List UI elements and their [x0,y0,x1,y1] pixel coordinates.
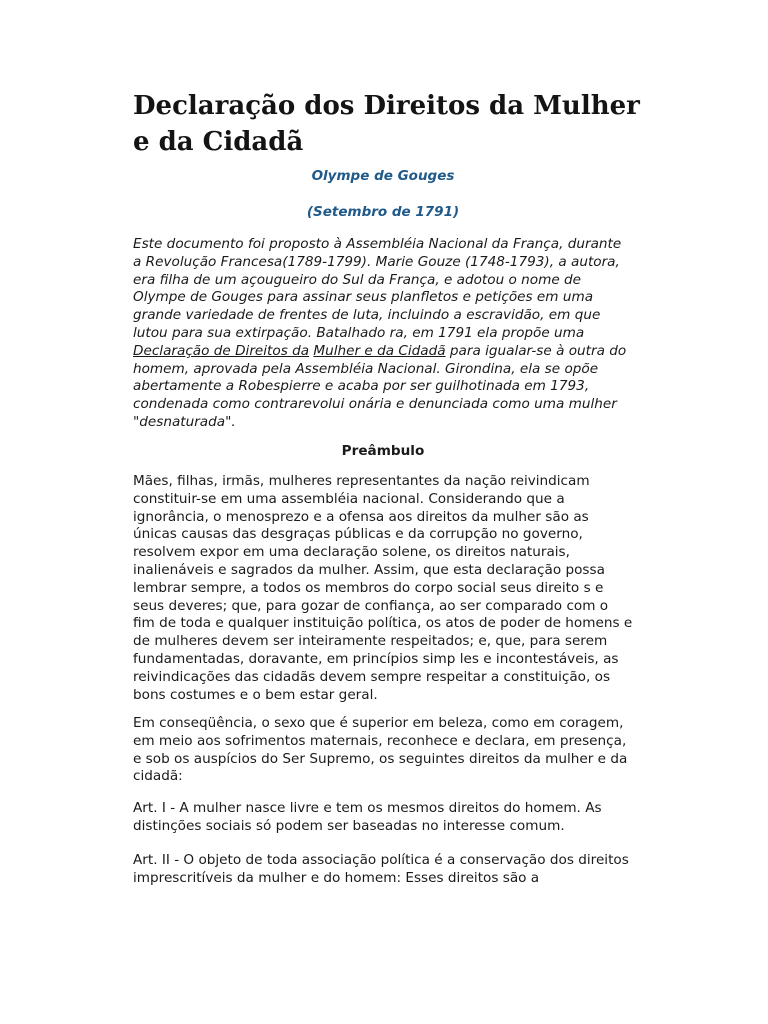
intro-underlined-2: Mulher e da Cidadã [313,342,446,359]
article-2: Art. II - O objeto de toda associação política é a conservação dos direitos imprescritíveis da mulher e do homem: Esses direitos são a [133,852,629,886]
publication-date: (Setembro de 1791) [306,204,460,220]
preamble-paragraph: Mães, filhas, irmãs, mulheres representantes da nação reivindicam constituir-se em uma assembléia nacional. Considerando que a ignorância, o menosprezo e a ofensa aos direitos da mulher são as únicas causas das desgraças públicas e da corrupção no governo, resolvem expor em uma declaração solene, os direitos naturais, inalienáveis e sagrados da mulher. Assim, que esta declaração possa lembrar sempre, a todos os membros do corpo social seus direito s e seus deveres; que, para gozar de confiança, ao ser comparado com o fim de toda e qualquer instituição política, os atos de poder de homens e de mulheres devem ser inteiramente respeitados; e, que, para serem fundamentadas, doravante, em princípios simp les e incontestáveis, as reivindicações das cidadãs devem sempre respeitar a constituição, os bons costumes e o bem estar geral. [133,473,633,703]
intro-text-after: para igualar-se à outra do homem, aprovada pela Assembléia Nacional. Girondina, ela se opõe abertamente a Robespierre e acaba por ser guilhotinada em 1793, condenada como contrarevolui onária e denunciada como uma mulher "desnaturada". [133,342,627,430]
intro-underlined-1: Declaração de Direitos da [133,342,310,359]
consequence-paragraph: Em conseqüência, o sexo que é superior em beleza, como em coragem, em meio aos sofrimentos maternais, reconhece e declara, em presença, e sob os auspícios do Ser Supremo, os seguintes direitos da mulher e da cidadã: [133,715,628,785]
article-1: Art. I - A mulher nasce livre e tem os mesmos direitos do homem. As distinções sociais só podem ser baseadas no interesse comum. [133,800,602,834]
intro-paragraph [133,236,633,432]
preamble-heading: Preâmbulo [341,443,425,459]
intro-text-before: Este documento foi proposto à Assembléia Nacional da França, durante a Revolução Francesa(1789-1799). Marie Gouze (1748-1793), a autora, era filha de um açougueiro do Sul da França, e adotou o nome de Olympe de Gouges para assinar seus planfletos e petições em uma grande variedade de frentes de luta, incluindo a escravidão, em que lutou para sua extirpação. Batalhado ra, em 1791 ela propõe uma [133,236,622,341]
author-name: Olympe de Gouges [311,168,455,184]
document-title: Declaração dos Direitos da Mulher e da Cidadã [133,91,640,157]
